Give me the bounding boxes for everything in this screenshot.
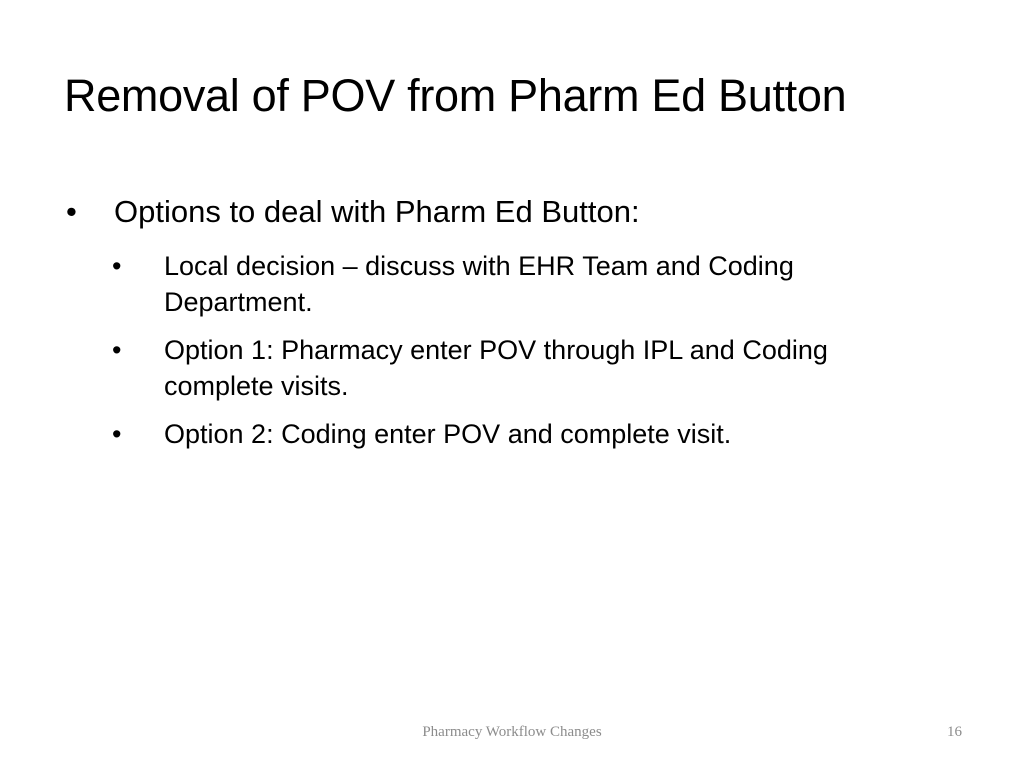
bullet-icon: • <box>112 251 122 281</box>
bullet-icon: • <box>112 335 122 365</box>
slide-title: Removal of POV from Pharm Ed Button <box>64 70 847 121</box>
sub-bullet-text: Local decision – discuss with EHR Team and Coding Department. <box>164 251 794 317</box>
slide-footer: Pharmacy Workflow Changes <box>422 724 602 740</box>
sub-bullet-text: Option 2: Coding enter POV and complete visit. <box>164 419 732 449</box>
page-number: 16 <box>947 724 962 740</box>
bullet-text: Options to deal with Pharm Ed Button: <box>114 194 640 229</box>
slide-body <box>64 190 944 464</box>
sub-bullet-option-1 <box>64 332 864 404</box>
bullet-icon: • <box>66 194 77 229</box>
sub-bullet-option-2 <box>64 416 864 452</box>
bullet-icon: • <box>112 419 122 449</box>
bullet-item-options <box>64 190 944 234</box>
sub-bullet-text: Option 1: Pharmacy enter POV through IPL and Coding complete visits. <box>164 335 828 401</box>
sub-bullet-local-decision <box>64 248 864 320</box>
